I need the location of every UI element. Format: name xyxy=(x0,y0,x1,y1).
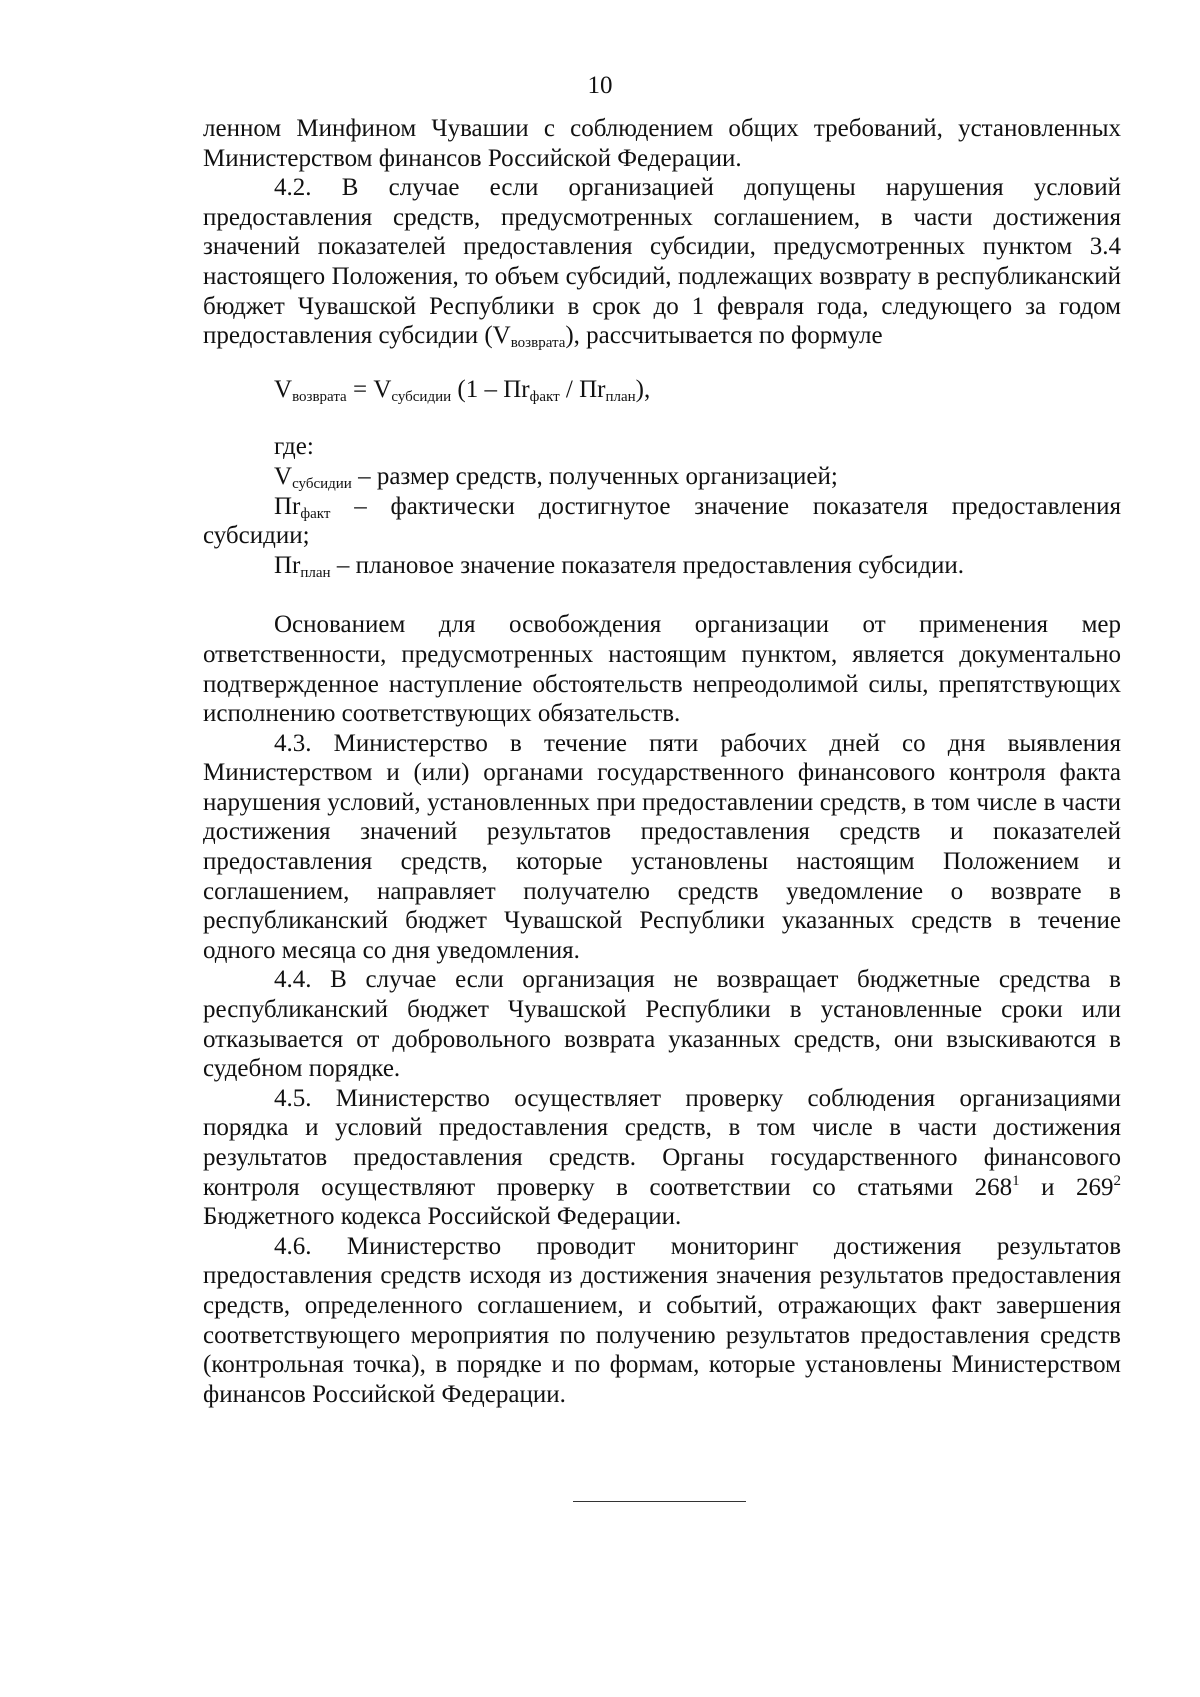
formula-slash: / Пr xyxy=(559,375,606,403)
definition-1-text: – размер средств, полученных организацией; xyxy=(351,462,838,490)
paragraph-continuation-text: ленном Минфином Чувашии с соблюдением общих требований, установленных Министерством финансов Российской Федерации. xyxy=(203,115,1121,172)
formula-equals: = V xyxy=(346,375,392,403)
definition-2-symbol: Пr xyxy=(274,492,301,520)
definition-3-symbol: Пr xyxy=(274,551,301,579)
paragraph-4-6-text: 4.6. Министерство проводит мониторинг достижения результатов предоставления средств исходя из достижения значения результатов предоставления средств, определенного соглашением, и событий, отражающих факт завершения соответствующего мероприятия по получению результатов предоставления средств (контрольная точка), в порядке и по формам, которые установлены Министерством финансов Российской Федерации. xyxy=(203,1232,1121,1408)
end-divider-line xyxy=(573,1501,746,1502)
formula-v-subsidii-sub: субсидии xyxy=(391,388,452,405)
definition-2-sub: факт xyxy=(300,505,331,522)
page-number: 10 xyxy=(587,72,613,99)
formula-end: ), xyxy=(635,375,651,403)
paragraph-4-5-mid: и 269 xyxy=(1019,1173,1114,1201)
superscript-1: 1 xyxy=(1012,1172,1020,1189)
subscript-vozvrata: возврата xyxy=(510,335,566,352)
paragraph-continuation xyxy=(203,114,1121,173)
paragraph-4-4-text: 4.4. В случае если организация не возвращает бюджетные средства в республиканский бюджет Чувашской Республики в установленные сроки или отказывается от добровольного возврата указанных средств, они взыскиваются в судебном порядке. xyxy=(203,966,1121,1083)
formula-middle: (1 – Пr xyxy=(451,375,530,403)
paragraph-basis-text: Основанием для освобождения организации от применения мер ответственности, предусмотренных настоящим пунктом, является документально подтвержденное наступление обстоятельств непреодолимой силы, препятствующих исполнению соответствующих обязательств. xyxy=(203,611,1121,728)
definition-3-sub: план xyxy=(300,564,331,581)
paragraph-basis xyxy=(203,610,1121,728)
paragraph-4-6 xyxy=(203,1232,1121,1410)
definition-pr-fakt xyxy=(203,492,1121,551)
refund-formula xyxy=(203,375,1121,405)
formula-plan-sub: план xyxy=(605,388,636,405)
formula-fakt-sub: факт xyxy=(529,388,560,405)
definition-2-text: – фактически достигнутое значение показателя предоставления субсидии; xyxy=(203,492,1121,550)
definition-3-text: – плановое значение показателя предоставления субсидии. xyxy=(330,551,964,579)
paragraph-4-2-text: 4.2. В случае если организацией допущены нарушения условий предоставления средств, предусмотренных соглашением, в части достижения значений показателей предоставления субсидии, предусмотренных пунктом 3.4 настоящего Положения, то объем субсидий, подлежащих возврату в республиканский бюджет Чувашской Республики в срок до 1 февраля года, следующего за годом предоставления субсидии (V xyxy=(203,174,1121,350)
formula-v-vozvrata-sub: возврата xyxy=(292,388,347,405)
where-label: где: xyxy=(274,433,314,461)
paragraph-4-2 xyxy=(203,173,1121,351)
superscript-2: 2 xyxy=(1113,1172,1121,1189)
formula-v-symbol: V xyxy=(274,375,293,403)
paragraph-4-5-tail: Бюджетного кодекса Российской Федерации. xyxy=(203,1203,682,1231)
paragraph-4-5-text: 4.5. Министерство осуществляет проверку соблюдения организациями порядка и условий предоставления средств, в том числе в части достижения результатов предоставления средств. Органы государственного финансового контроля осуществляют проверку в соответствии со статьями 268 xyxy=(203,1084,1121,1201)
definition-1-sub: субсидии xyxy=(292,475,352,492)
paragraph-4-4 xyxy=(203,965,1121,1083)
definition-v-subsidii xyxy=(203,462,1121,492)
paragraph-4-3 xyxy=(203,729,1121,966)
document-body xyxy=(203,114,1121,1409)
definition-1-symbol: V xyxy=(274,462,293,490)
paragraph-4-5 xyxy=(203,1084,1121,1232)
paragraph-4-2-tail: ), рассчитывается по формуле xyxy=(565,322,883,350)
definition-pr-plan xyxy=(203,551,1121,581)
paragraph-4-3-text: 4.3. Министерство в течение пяти рабочих дней со дня выявления Министерством и (или) органами государственного финансового контроля факта нарушения условий, установленных при предоставлении средств, в том числе в части достижения значений результатов предоставления средств и показателей предоставления средств, которые установлены настоящим Положением и соглашением, направляет получателю средств уведомление о возврате в республиканский бюджет Чувашской Республики указанных средств в течение одного месяца со дня уведомления. xyxy=(203,729,1121,964)
